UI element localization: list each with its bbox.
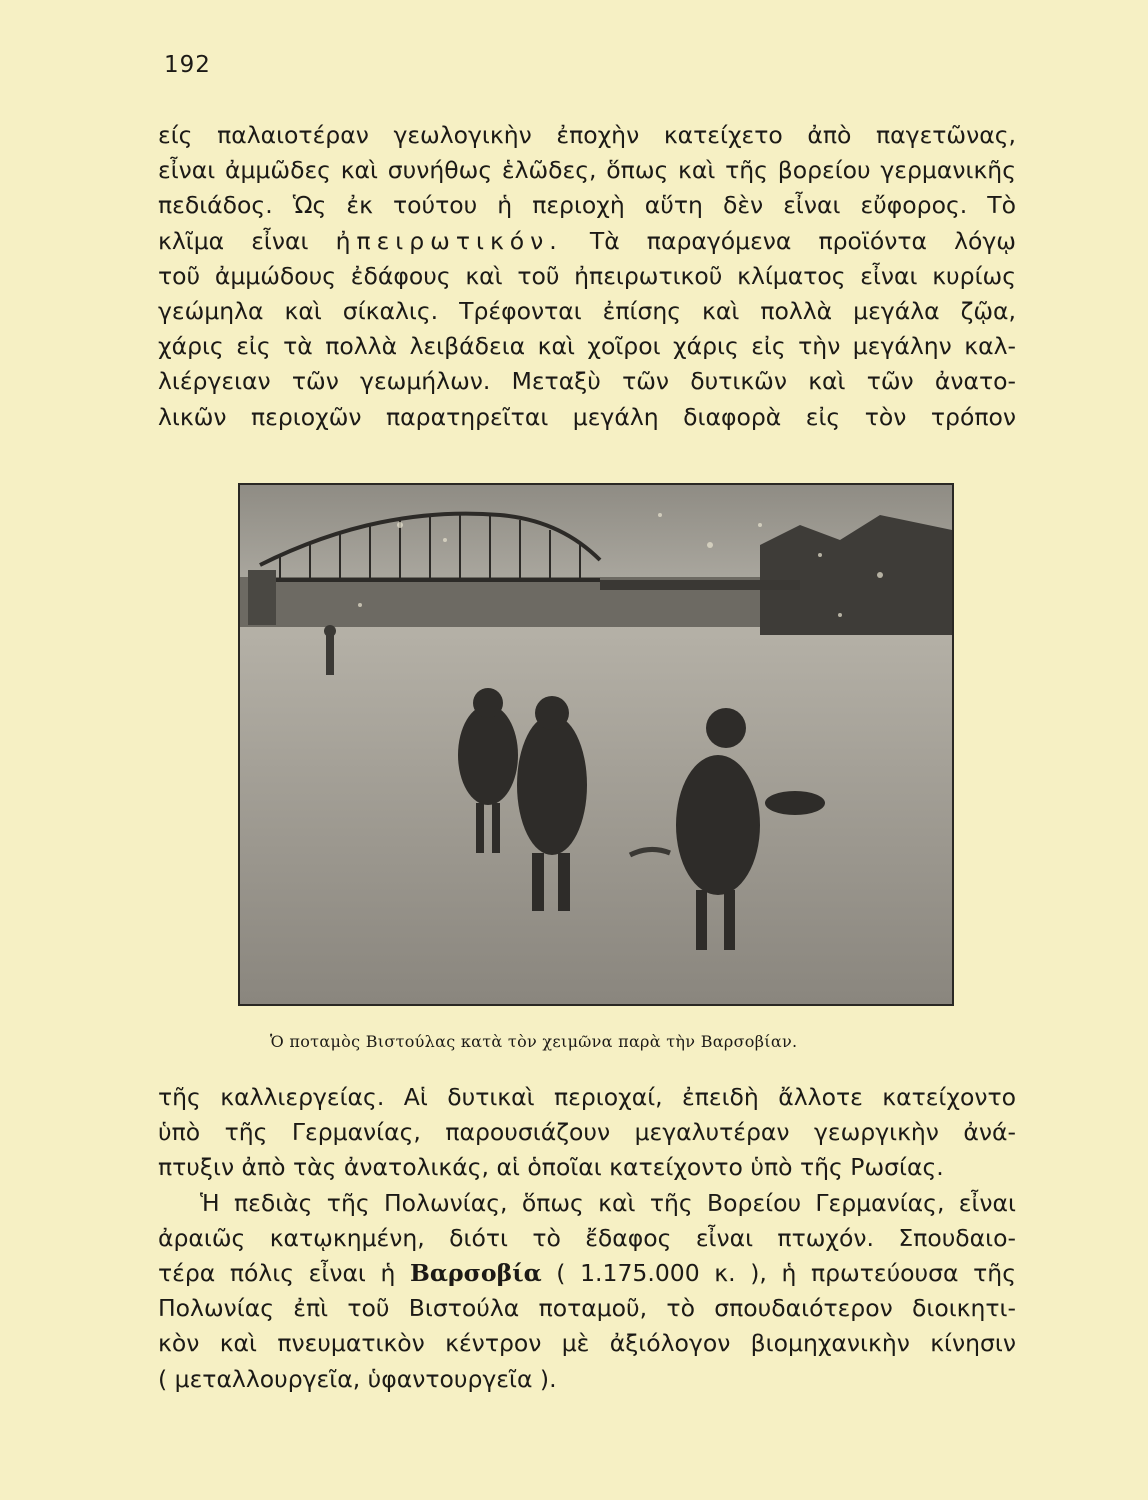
text-line: λικῶν περιοχῶν παρατηρεῖται μεγάλη διαφορὰ εἰς τὸν τρόπον [158,402,1016,431]
text-line: τῆς καλλιεργείας. Αἱ δυτικαὶ περιοχαί, ἐπειδὴ ἄλλοτε κατείχοντο [158,1083,1016,1111]
text-line: χάρις εἰς τὰ πολλὰ λειβάδεια καὶ χοῖροι χάρις εἰς τὴν μεγάλην καλ- [158,332,1016,361]
text-line: ὑπὸ τῆς Γερμανίας, παρουσιάζουν μεγαλυτέραν γεωργικὴν ἀνά- [158,1118,1016,1147]
text-line [158,1256,1016,1291]
text-line: πεδιάδος. Ὡς ἐκ τούτου ἡ περιοχὴ αὕτη δὲν εἶναι εὔφορος. Τὸ [158,191,1016,220]
bold-warsaw: Βαρσοβία [410,1259,542,1288]
text-segment: ( 1.175.000 κ. ), ἡ πρωτεύουσα τῆς [556,1259,1016,1288]
text-line: λιέργειαν τῶν γεωμήλων. Μεταξὺ τῶν δυτικῶν καὶ τῶν ἀνατο- [158,367,1016,396]
text-segment: Τὰ παραγόμενα προϊόντα λόγῳ [589,226,1016,255]
text-line: εἶναι ἀμμῶδες καὶ συνήθως ἑλῶδες, ὅπως καὶ τῆς βορείου γερμανικῆς [158,156,1016,185]
text-line: Πολωνίας ἐπὶ τοῦ Βιστούλα ποταμοῦ, τὸ σπουδαιότερον διοικητι- [158,1294,1016,1323]
paragraph-2 [158,1080,1016,1397]
spaced-emphasis: ἠπειρωτικόν. [335,226,563,255]
figure-caption: Ὁ ποταμὸς Βιστούλας κατὰ τὸν χειμῶνα παρὰ τὴν Βαρσοβίαν. [270,1032,798,1051]
paragraph-1 [158,118,1016,435]
text-line: ἀραιῶς κατῳκημένη, διότι τὸ ἔδαφος εἶναι πτωχόν. Σπουδαιο- [158,1223,1016,1252]
page-number: 192 [164,52,211,78]
text-line: Ἡ πεδιὰς τῆς Πολωνίας, ὅπως καὶ τῆς Βορείου Γερμανίας, εἶναι [200,1188,1016,1217]
text-line: είς παλαιοτέραν γεωλογικὴν ἐποχὴν κατείχετο ἀπὸ παγετῶνας, [158,121,1016,149]
text-line: πτυξιν ἀπὸ τὰς ἀνατολικάς, αἱ ὁποῖαι κατείχοντο ὑπὸ τῆς Ρωσίας. [158,1153,944,1182]
photo-vistula-winter [238,483,954,1006]
text-segment: τέρα πόλις εἶναι ἡ [158,1259,396,1288]
text-line: τοῦ ἀμμώδους ἐδάφους καὶ τοῦ ἠπειρωτικοῦ κλίματος εἶναι κυρίως [158,261,1016,290]
text-line: κὸν καὶ πνευματικὸν κέντρον μὲ ἀξιόλογον βιομηχανικὴν κίνησιν [158,1329,1016,1358]
text-line: γεώμηλα καὶ σίκαλις. Τρέφονται ἐπίσης καὶ πολλὰ μεγάλα ζῷα, [158,297,1016,326]
text-segment: κλῖμα εἶναι [158,226,309,255]
text-line [158,224,1016,259]
text-line: ( μεταλλουργεῖα, ὑφαντουργεῖα ). [158,1364,557,1393]
